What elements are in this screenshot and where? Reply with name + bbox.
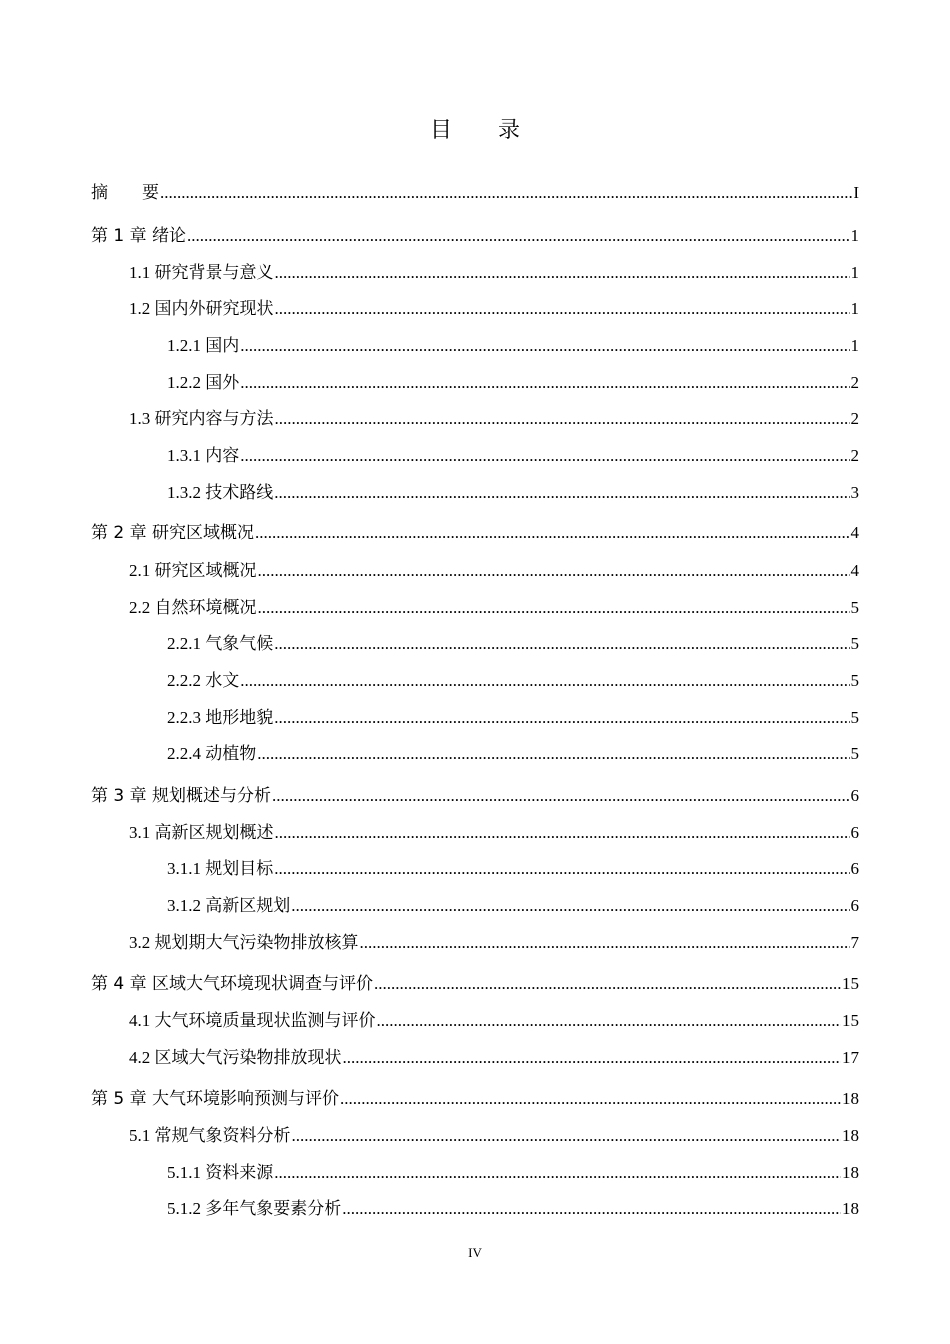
toc-dot-leader (274, 705, 849, 731)
toc-dot-leader (374, 971, 841, 997)
toc-entry[interactable] (129, 296, 859, 322)
toc-entry-page: 2 (850, 373, 859, 392)
toc-entry-page: 1 (850, 299, 859, 318)
toc-dot-leader (275, 820, 850, 846)
toc-dot-leader (340, 1086, 841, 1112)
toc-entry-label: 摘 要 (91, 183, 159, 203)
toc-entry-page: 18 (842, 1163, 859, 1182)
toc-dot-leader (258, 558, 850, 584)
toc-entry-label: 2.2.2 水文 (167, 671, 240, 690)
toc-dot-leader (272, 783, 849, 809)
toc-title (0, 114, 950, 146)
toc-entry[interactable] (167, 333, 859, 359)
toc-entry-label: 1.3.1 内容 (167, 446, 240, 465)
toc-entry-label: 3.1 高新区规划概述 (129, 823, 274, 842)
toc-dot-leader (255, 520, 849, 546)
toc-entry[interactable] (129, 260, 859, 286)
toc-entry-label: 3.1.1 规划目标 (167, 859, 274, 878)
toc-dot-leader (240, 333, 849, 359)
toc-entry[interactable] (167, 668, 859, 694)
toc-dot-leader (292, 1123, 842, 1149)
toc-entry-label: 第 4 章 区域大气环境现状调查与评价 (91, 974, 374, 994)
toc-dot-leader (342, 1196, 841, 1222)
toc-entry-label: 1.2.2 国外 (167, 373, 240, 392)
toc-entry[interactable] (129, 558, 859, 584)
toc-entry[interactable] (129, 1045, 859, 1071)
toc-dot-leader (258, 595, 850, 621)
page-number: IV (468, 1245, 482, 1260)
toc-entry-page: 7 (850, 933, 859, 952)
toc-entry[interactable] (167, 443, 859, 469)
toc-dot-leader (274, 856, 849, 882)
toc-entry[interactable] (167, 705, 859, 731)
toc-entry-page: 4 (850, 523, 859, 542)
toc-entry-page: 5 (850, 671, 859, 690)
toc-dot-leader (274, 480, 849, 506)
toc-entry-label: 1.2 国内外研究现状 (129, 299, 274, 318)
toc-entry-page: 1 (850, 226, 859, 245)
toc-entry-label: 第 1 章 绪论 (91, 226, 187, 246)
toc-entry-page: 5 (850, 634, 859, 653)
toc-dot-leader (274, 631, 849, 657)
toc-entry-label: 3.1.2 高新区规划 (167, 896, 291, 915)
toc-entry-page: 15 (842, 1011, 859, 1030)
toc-entry[interactable] (167, 631, 859, 657)
toc-entry-page: 5 (850, 708, 859, 727)
toc-entry-page: 6 (850, 786, 859, 805)
toc-title-part-1: 目 (429, 117, 452, 142)
toc-entry-label: 1.1 研究背景与意义 (129, 263, 274, 282)
toc-dot-leader (275, 296, 850, 322)
toc-entry-label: 5.1.2 多年气象要素分析 (167, 1199, 342, 1218)
toc-entry[interactable] (167, 893, 859, 919)
toc-entry-page: 18 (842, 1089, 859, 1108)
toc-entry-page: 6 (850, 823, 859, 842)
toc-entry-label: 2.2 自然环境概况 (129, 598, 257, 617)
toc-entry-label: 4.1 大气环境质量现状监测与评价 (129, 1011, 376, 1030)
toc-entry[interactable] (167, 741, 859, 767)
toc-entry[interactable] (91, 180, 859, 206)
toc-entry[interactable] (167, 1196, 859, 1222)
toc-entry-label: 5.1.1 资料来源 (167, 1163, 274, 1182)
toc-entry-label: 1.3.2 技术路线 (167, 483, 274, 502)
toc-dot-leader (187, 223, 849, 249)
toc-dot-leader (377, 1008, 842, 1034)
toc-dot-leader (240, 443, 849, 469)
toc-dot-leader (275, 406, 850, 432)
toc-dot-leader (240, 370, 849, 396)
toc-entry[interactable] (91, 971, 859, 997)
toc-dot-leader (257, 741, 849, 767)
toc-entry-label: 2.2.1 气象气候 (167, 634, 274, 653)
toc-entry-label: 第 2 章 研究区域概况 (91, 523, 255, 543)
toc-entry[interactable] (91, 520, 859, 546)
toc-entry-page: 6 (850, 859, 859, 878)
toc-entry-page: 17 (842, 1048, 859, 1067)
toc-entry-page: 2 (850, 446, 859, 465)
toc-entry[interactable] (129, 930, 859, 956)
toc-entry-page: 6 (850, 896, 859, 915)
toc-entry-page: 18 (842, 1199, 859, 1218)
toc-dot-leader (360, 930, 850, 956)
toc-entry-page: 3 (850, 483, 859, 502)
toc-entry-label: 1.2.1 国内 (167, 336, 240, 355)
toc-entry[interactable] (167, 480, 859, 506)
toc-entry-label: 第 3 章 规划概述与分析 (91, 786, 272, 806)
toc-entry[interactable] (91, 1086, 859, 1112)
toc-entry[interactable] (129, 406, 859, 432)
toc-dot-leader (275, 260, 850, 286)
toc-entry-page: 2 (850, 409, 859, 428)
toc-entry-label: 第 5 章 大气环境影响预测与评价 (91, 1089, 340, 1109)
toc-entry-page: 4 (850, 561, 859, 580)
toc-entry-page: I (853, 183, 859, 202)
toc-entry[interactable] (167, 1160, 859, 1186)
toc-entry[interactable] (129, 820, 859, 846)
toc-entry-label: 2.2.4 动植物 (167, 744, 257, 763)
toc-entry[interactable] (91, 783, 859, 809)
toc-entry-label: 3.2 规划期大气污染物排放核算 (129, 933, 359, 952)
toc-dot-leader (343, 1045, 842, 1071)
toc-title-part-2: 录 (498, 117, 521, 142)
toc-entry[interactable] (129, 1008, 859, 1034)
toc-entry-page: 5 (850, 598, 859, 617)
toc-dot-leader (274, 1160, 841, 1186)
toc-dot-leader (291, 893, 849, 919)
toc-entry-page: 1 (850, 336, 859, 355)
toc-dot-leader (160, 180, 852, 206)
toc-dot-leader (240, 668, 849, 694)
toc-entry[interactable] (167, 856, 859, 882)
toc-entry-label: 5.1 常规气象资料分析 (129, 1126, 291, 1145)
toc-entry-label: 4.2 区域大气污染物排放现状 (129, 1048, 342, 1067)
toc-entry[interactable] (167, 370, 859, 396)
toc-entry-page: 5 (850, 744, 859, 763)
toc-entry-page: 1 (850, 263, 859, 282)
toc-entry[interactable] (129, 595, 859, 621)
toc-entry-label: 1.3 研究内容与方法 (129, 409, 274, 428)
toc-entry[interactable] (129, 1123, 859, 1149)
toc-entry-page: 18 (842, 1126, 859, 1145)
toc-entry-label: 2.1 研究区域概况 (129, 561, 257, 580)
toc-entry[interactable] (91, 223, 859, 249)
toc-entry-page: 15 (842, 974, 859, 993)
toc-entry-label: 2.2.3 地形地貌 (167, 708, 274, 727)
